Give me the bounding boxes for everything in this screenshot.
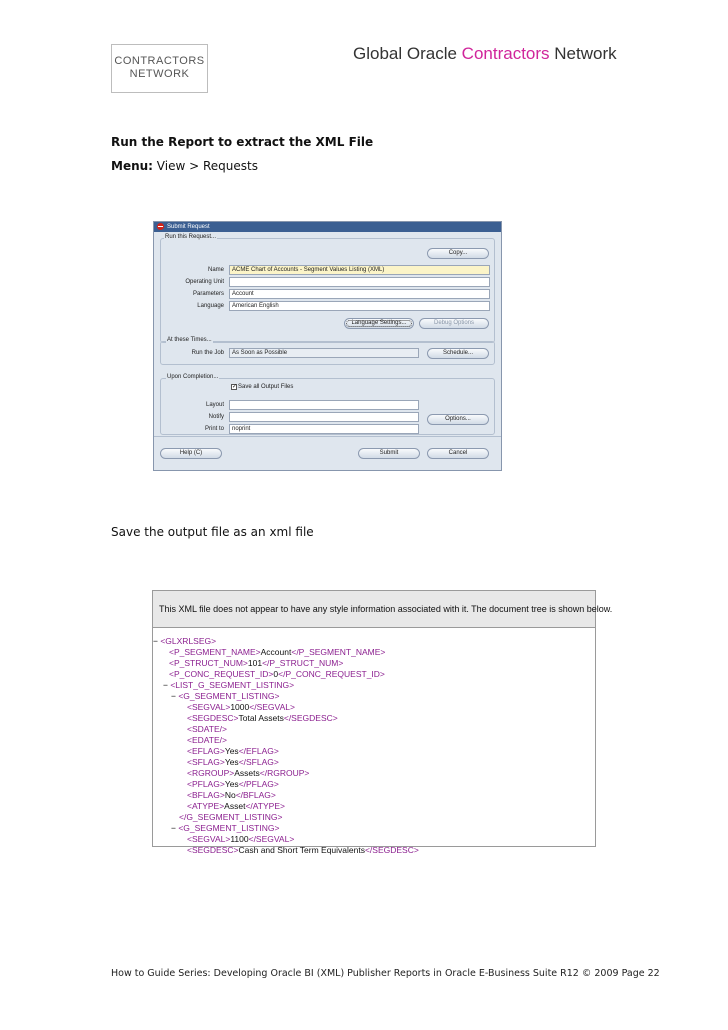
xml-tag: </EFLAG> (238, 746, 279, 756)
layout-field[interactable] (229, 400, 419, 410)
xml-line (187, 768, 309, 779)
xml-text: 1000 (230, 702, 250, 712)
xml-line (187, 724, 227, 735)
xml-text: Total Assets (238, 713, 284, 723)
contractors-network-logo (111, 44, 208, 93)
xml-tag: </SEGVAL> (249, 702, 295, 712)
name-field[interactable]: ACME Chart of Accounts - Segment Values Listing (XML) (229, 265, 490, 275)
parameters-field[interactable]: Account (229, 289, 490, 299)
page-footer: How to Guide Series: Developing Oracle BI (XML) Publisher Reports in Oracle E-Business Suite R12 © 2009 Page 22 (111, 968, 660, 979)
logo-line-2: NETWORK (129, 68, 190, 80)
completion-group-label: Upon Completion... (167, 374, 219, 380)
collapse-toggle-icon[interactable]: − (163, 680, 171, 690)
xml-tree-view (152, 590, 613, 855)
xml-line (153, 636, 216, 647)
options-button[interactable]: Options... (427, 414, 489, 425)
xml-text: 1100 (230, 834, 249, 844)
xml-tag: <P_STRUCT_NUM> (169, 658, 248, 668)
name-label: Name (207, 267, 224, 273)
close-icon[interactable] (157, 223, 164, 230)
xml-tag: </SEGDESC> (364, 845, 419, 855)
xml-text: 101 (247, 658, 263, 668)
xml-tag: </ATYPE> (245, 801, 285, 811)
xml-tag: <ATYPE> (187, 801, 225, 811)
window-title-bar (154, 222, 501, 232)
xml-tag: <SEGVAL> (187, 702, 231, 712)
xml-text: Assets (234, 768, 260, 778)
xml-text: No (224, 790, 236, 800)
print-to-field[interactable]: noprint (229, 424, 419, 434)
xml-text: Asset (224, 801, 246, 811)
operating-unit-label: Operating Unit (185, 279, 224, 285)
parameters-label: Parameters (192, 291, 224, 297)
xml-line (187, 746, 279, 757)
xml-text: Account (260, 647, 292, 657)
xml-line (187, 801, 285, 812)
print-to-label: Print to (204, 426, 224, 432)
xml-line (187, 735, 227, 746)
xml-tag: <SEGDESC> (187, 845, 239, 855)
operating-unit-field[interactable] (229, 277, 490, 287)
submit-button[interactable]: Submit (358, 448, 420, 459)
xml-tag: <BFLAG> (187, 790, 225, 800)
xml-line (187, 757, 279, 768)
xml-tag: </P_STRUCT_NUM> (262, 658, 344, 668)
xml-style-banner: This XML file does not appear to have any style information associated with it. The document tree is shown below. (153, 591, 595, 628)
schedule-button[interactable]: Schedule... (427, 348, 489, 359)
section-heading: Run the Report to extract the XML File (111, 135, 374, 149)
menu-path-value: View > Requests (156, 159, 258, 173)
xml-tag: </RGROUP> (259, 768, 310, 778)
xml-text: Yes (224, 779, 239, 789)
site-title (353, 44, 617, 64)
xml-line (187, 845, 419, 856)
language-label: Language (197, 303, 224, 309)
site-title-part-2: Network (549, 44, 617, 63)
submit-request-window (153, 221, 502, 471)
xml-line (163, 680, 294, 691)
xml-line (169, 658, 343, 669)
xml-line (187, 779, 279, 790)
menu-path (111, 159, 258, 173)
xml-tag: <P_SEGMENT_NAME> (169, 647, 261, 657)
xml-line (187, 702, 295, 713)
button-bar-divider (154, 436, 501, 437)
menu-label: Menu: (111, 159, 153, 173)
xml-tag: <EFLAG> (187, 746, 225, 756)
run-job-label: Run the Job (191, 350, 224, 356)
site-title-accent: Contractors (461, 44, 550, 63)
collapse-toggle-icon[interactable]: − (171, 823, 179, 833)
save-output-label: Save all Output Files (238, 384, 294, 390)
xml-line (187, 713, 338, 724)
window-title: Submit Request (167, 224, 210, 230)
xml-tag: <SEGVAL> (187, 834, 231, 844)
xml-tag: <EDATE/> (187, 735, 227, 745)
run-request-group-label: Run this Request... (165, 234, 217, 240)
cancel-button[interactable]: Cancel (427, 448, 489, 459)
xml-tag: <P_CONC_REQUEST_ID> (169, 669, 274, 679)
save-output-checkbox[interactable]: ✓ (232, 384, 238, 390)
xml-text: Cash and Short Term Equivalents (238, 845, 365, 855)
xml-text: Yes (224, 746, 239, 756)
xml-tag: <SDATE/> (187, 724, 227, 734)
notify-label: Notify (208, 414, 224, 420)
xml-tag: <RGROUP> (187, 768, 235, 778)
xml-tag: </SEGDESC> (283, 713, 338, 723)
collapse-toggle-icon[interactable]: − (153, 636, 161, 646)
xml-tag: </BFLAG> (235, 790, 276, 800)
xml-tag: </SFLAG> (238, 757, 279, 767)
notify-field[interactable] (229, 412, 419, 422)
xml-line (171, 823, 279, 834)
xml-tag: <GLXRLSEG> (160, 636, 217, 646)
xml-tag: <SEGDESC> (187, 713, 239, 723)
xml-text: Yes (224, 757, 239, 767)
xml-tag: <G_SEGMENT_LISTING> (178, 823, 280, 833)
logo-line-1: CONTRACTORS (114, 55, 205, 67)
language-field[interactable]: American English (229, 301, 490, 311)
xml-tag: <PFLAG> (187, 779, 225, 789)
run-job-field[interactable]: As Soon as Possible (229, 348, 419, 358)
xml-line (187, 834, 294, 845)
layout-label: Layout (205, 402, 224, 408)
help-button[interactable]: Help (C) (160, 448, 222, 459)
site-title-part-1: Global Oracle (353, 44, 462, 63)
xml-line (169, 669, 385, 680)
xml-text: 0 (273, 669, 279, 679)
xml-tag: <G_SEGMENT_LISTING> (178, 691, 280, 701)
debug-options-button[interactable]: Debug Options (419, 318, 489, 329)
xml-line (169, 647, 385, 658)
xml-tag: </P_CONC_REQUEST_ID> (278, 669, 385, 679)
collapse-toggle-icon[interactable]: − (171, 691, 179, 701)
copy-button[interactable]: Copy... (427, 248, 489, 259)
xml-tag: <SFLAG> (187, 757, 225, 767)
xml-tag: </P_SEGMENT_NAME> (291, 647, 386, 657)
save-instruction: Save the output file as an xml file (111, 525, 314, 539)
xml-tag: <LIST_G_SEGMENT_LISTING> (170, 680, 295, 690)
xml-line (179, 812, 282, 823)
language-settings-button[interactable]: Language Settings... (344, 318, 414, 329)
times-group-label: At these Times... (167, 337, 212, 343)
xml-tag: </PFLAG> (238, 779, 279, 789)
xml-line (187, 790, 276, 801)
xml-line (171, 691, 279, 702)
xml-tag: </G_SEGMENT_LISTING> (179, 812, 283, 822)
xml-tag: </SEGVAL> (248, 834, 295, 844)
